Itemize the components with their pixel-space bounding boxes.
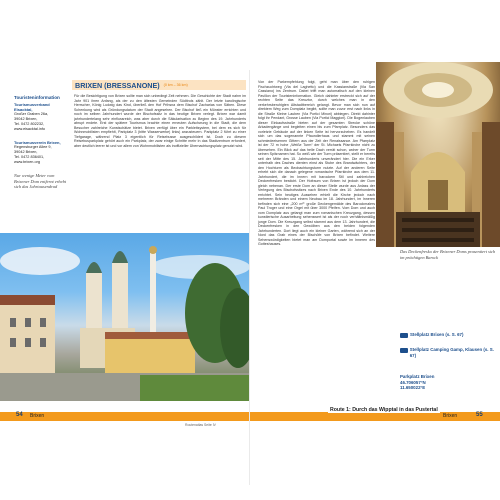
parking-item-1: [400, 332, 498, 338]
page-number: 54: [16, 412, 23, 418]
footer-label-right: Brixen: [443, 413, 458, 419]
footer-right: [250, 407, 500, 422]
footer-label: Brixen: [30, 413, 45, 419]
section-title: BRIXEN (BRESSANONE): [75, 80, 160, 90]
right-page: [250, 0, 500, 500]
sidebar-caption: Nur wenige Meter vom Brixener Dom entfernt erhebt sich das Jahrtausendrad: [14, 173, 66, 190]
bottom-empty: [0, 401, 250, 405]
sidebar-block2-line: Tel. 0472 836401,: [14, 155, 45, 159]
sidebar-block1-line: www.eisacktal.info: [14, 127, 46, 131]
coords-title: Parkplatz Brixen: [400, 374, 435, 379]
sidebar-block2-title: Tourismusverein Brixen,: [14, 140, 61, 145]
footer-left: [0, 412, 250, 422]
body-text-right: Von der Parkempfehlung folgt, geht man über den ruhigen Fischzuchtweg (Via del Laghetto) und die Kassianstraße (Via San Cassiano) ins Zentrum. Dabei trifft man automatisch auf den kleinen Pavillon der Touristeninformation. Gleich dahinter erstreckt sich auf der rechten Seite das Kreuztor, durch welches man in den verkehrsberuhigten Altstadtbereich gelangt. Bevor man sich nun auf direktem Weg zum Domplatz begibt, sollte man zuvor erst nach links in die Straße Kleine Lauben (Via Portici Minori) abbiegen. Direkt dahinter folgt ihr Pendant, Grosse Lauben (Via Portici Maggiori). Die Bogenlauben dieser Einkaufsstraße bieten auf der gesamten Strecke schöne Arkadengänge und begleiten einen bis zum Pfarrplatz. Besonders das vorletzte Gebäude auf der linken Seite ist hervorzuheben. Es handelt sich um das sogenannte Pfaundlerhaus und stammt mit seinen schmiedeeisernen Gittern aus der Zeit der Renaissance. Am Pfarrplatz ist der 72 m hohe „Weiße Turm“ der St. Michaels Pfarrkirche nicht zu übersehen. Ein Blick auf das helle Dach verrät schon, woher der Turm seinen Spitznamen hat. So weiß wie der Turm präsentiert, stellt er bereits seit der Mitte des 15. Jahrhunderts unverändert hier. Die ein Erker unterhalb des Daches dienten einst als Stube des Brandwächters, der den Hochturm als Beobachtungsturm nutzte. Auf der anderen Seite erhebt sich die danach gelegene romanische Pfarrkirche aus dem 11. Jahrhundert, die im Innern mit barockem Stil und zahlreichen Deckenfresken besticht. Der Hofraum von Brixen ist jedoch der Dom gleich nebenan. Der erste Dom an dieser Stelle wurde aus Anlass der Verlegung des Bischofssitzes nach Brixen Ende des 10. Jahrhunderts errichtet. Sein heutiges Aussehen erhielt die Kirche jedoch nach mehreren Bränden und einem Neubau im 18. Jahrhundert, im Inneren befinden sich eine „200 m²“ große Deckengemälde des Barockmalers Paul Troger und eine Orgel mit über 3000 Pfeifen. Vom Dom und auch vom Domplatz aus gelangt man zum romanischen Kreuzgang, dessen kunstlerische Ausarbeitung sehenswert ist als der noch verhältnismäßig junge Dom. Die Kreuzgang selbst stammt aus dem 13. Jahrhundert, die Deckenfresken in den Gewölben aus den beiden folgenden Jahrhunderten. Dort liegt auch ein kleiner Garten, während sich an der Nord das Grab eines der Bischöfe von Brixen befindet. Weitere Sehenswürdigkeiten bietet man am Domportal sowie im Inneren des Gotteshauses.: [258, 80, 375, 246]
footer-bar: [250, 412, 500, 421]
coords-lat: 46.706057°N: [400, 379, 426, 385]
church-caption: Das Deckenfresko der Brixener Doms prasentiert sich im prächtigen Barock: [400, 249, 496, 260]
coords-lon: 11.650022°E: [400, 385, 426, 391]
parking-coords: [400, 374, 498, 391]
photo-brixen-cathedral: [0, 233, 250, 401]
sidebar-block1-line: 39042 Brixen,: [14, 117, 38, 121]
section-heading: [72, 80, 246, 90]
page-number-right: 55: [476, 412, 483, 418]
sidebar-block2-line: Regensburger Allee 9,: [14, 145, 52, 149]
parking-item-1-label: Stellplatz Brixen (s. S. 67): [410, 332, 464, 337]
sidebar-heading: Touristeninformation: [14, 95, 60, 100]
footer-route: Route 1: Durch das Wipptal in das Pustertal: [330, 407, 438, 413]
sidebar-block1-title: Tourismusverband Eisacktal,: [14, 102, 50, 112]
sidebar-block2-line: www.brixen.org: [14, 160, 40, 164]
parking-item-2: [400, 347, 498, 358]
sidebar-block1-line: Tel. 0472 802232,: [14, 122, 45, 126]
church-illustration: [376, 62, 500, 247]
photo-cathedral-ceiling: [376, 62, 500, 247]
section-distance: (0 km – 36 km): [163, 83, 188, 87]
parking-item-2-label: Stellplatz Camping Gamp, Klausen (s. S. 67): [409, 347, 494, 358]
city-illustration: [0, 233, 250, 401]
footer-center: Routenatlas Seite IV: [185, 423, 216, 427]
body-text: Für die Besichtigung von Brixen sollte man sich unbedingt Zeit nehmen. Die Geschichte der Stadt nahm im Jahr 901 ihren Anfang, als der zu den ältesten Gemeinden Südtirols zählt. Der letzte karolingische Herrscher, König Ludwig das Kind, überließ den Hof Prihsna dem Bischof Zacharias von Säben. Diese Schenkung wird als Gründungsdatum der Stadt angesehen. Der Bischof ließ ein Münster errichten und noch im selben Jahrhundert wurde der Bischofssitz in das heutige Brixen verlegt. Brixen war damit jahrhundertelang sehr einflussreich, was aber durch die Säkularisation zu Beginn des 19. Jahrhunderts abrupt endete. Erst der spätere Tourismus brachte einen erneuten Aufschwung in die Stadt, die dem Besucher zahlreiche Kunstschätze bietet. Brixen verfügt über ein Parkleitsystem, bei dem es sich für Wohnmobilisten empfiehlt, Parkplatz 3 (bitte Wasserwerke) links) anzusteuern. Parkplatz 2 führt zu einer Tiefgarage, während Platz 3 eigentlich für Reisebusse ausgeschildert ist. Doch zu diesem Reisebusparkplatz gehört auch ein Parkplatz, der zwar einige Schritte mehr in das Stadtzentrum erfordert, aber deutlich leerer ist und vor allem von Wohnmobilisten als inoffizieller Übernachtungsplatz genutzt wird.: [74, 94, 246, 148]
camper-icon: [400, 333, 408, 338]
sidebar-block2-line: 39042 Brixen,: [14, 150, 38, 154]
sidebar-block1-line: Großer Graben 26a,: [14, 112, 49, 116]
tourist-info-sidebar: [14, 95, 66, 190]
camper-icon: [400, 348, 408, 353]
